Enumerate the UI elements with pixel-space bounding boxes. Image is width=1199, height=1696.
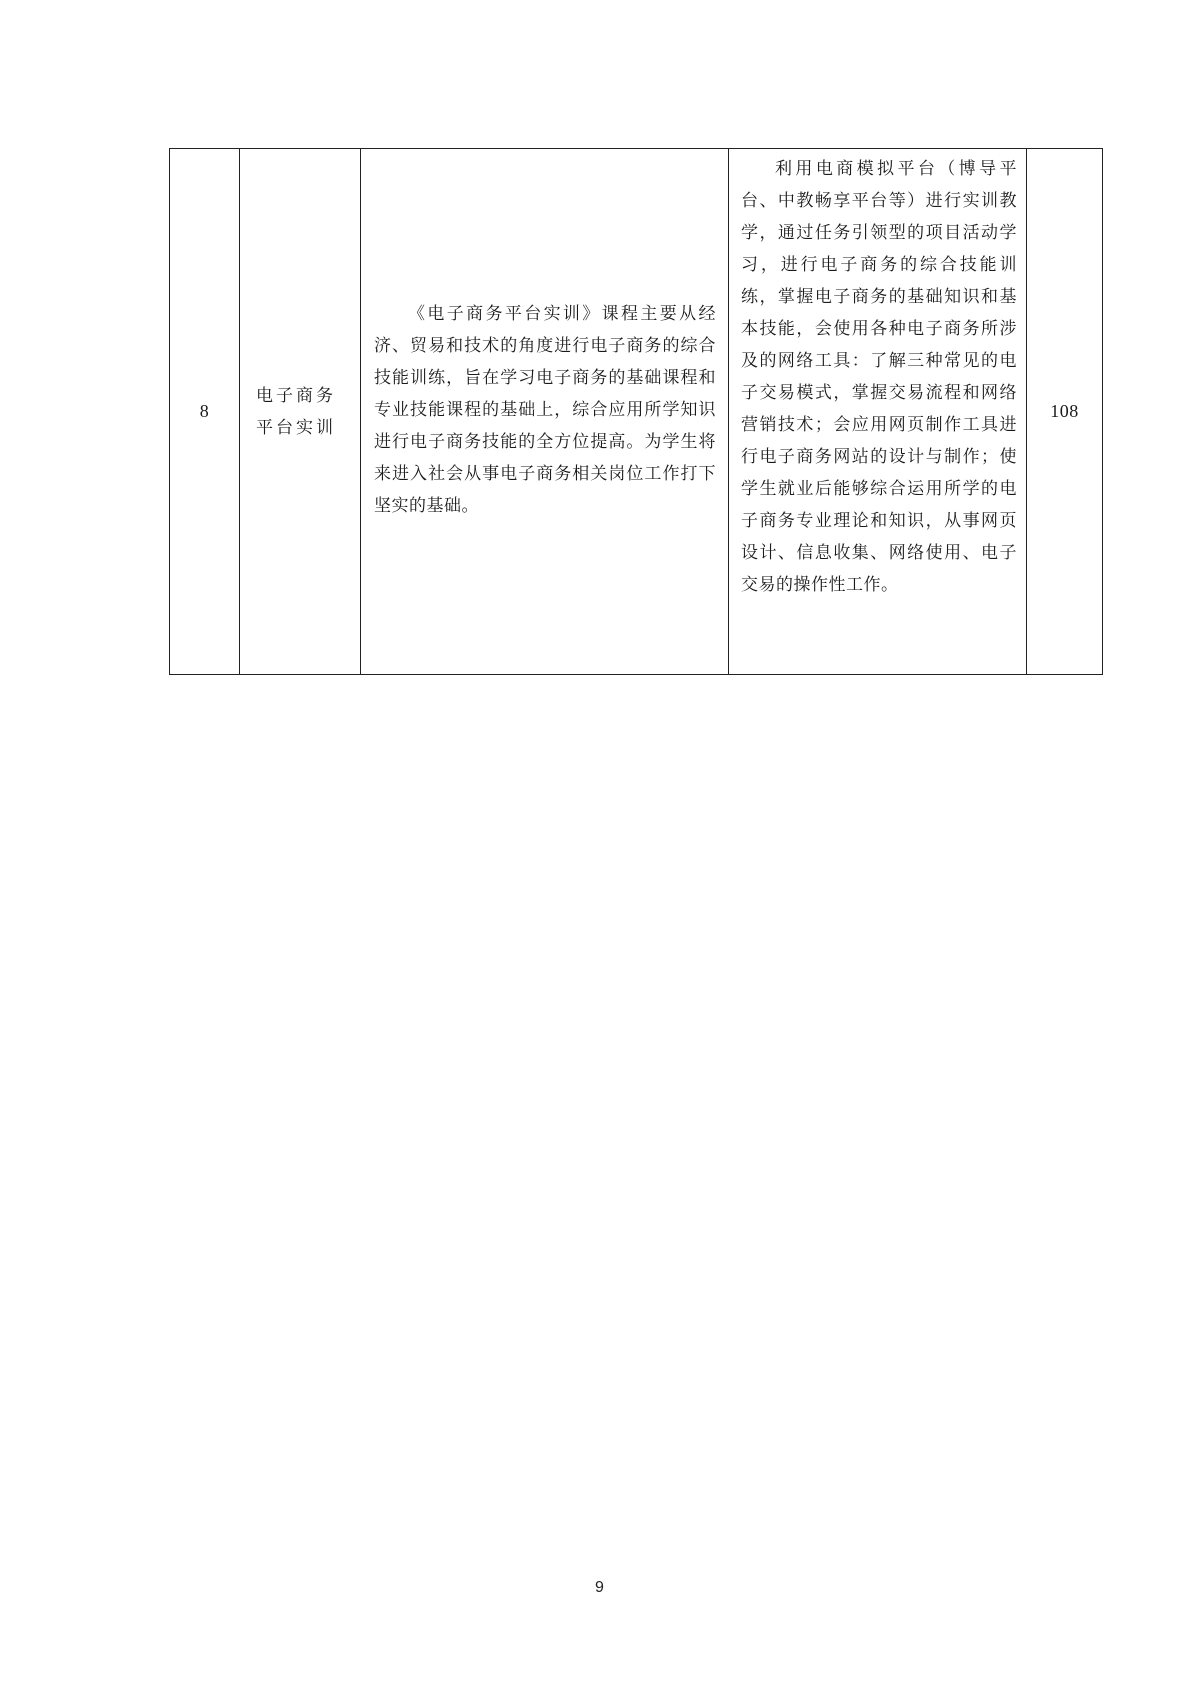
course-hours: 108 [1050, 400, 1079, 421]
course-requirements-cell [729, 149, 1027, 675]
course-hours-cell [1027, 149, 1103, 675]
page-number: 9 [595, 1579, 604, 1596]
course-number-cell [170, 149, 240, 675]
course-description-cell [361, 149, 729, 675]
course-name-cell [240, 149, 361, 675]
course-description: 《电子商务平台实训》课程主要从经济、贸易和技术的角度进行电子商务的综合技能训练，旨在学习电子商务的基础课程和专业技能课程的基础上，综合应用所学知识进行电子商务技能的全方位提高。为学生将来进入社会从事电子商务相关岗位工作打下坚实的基础。 [374, 304, 716, 516]
course-requirements: 利用电商模拟平台（博导平台、中教畅享平台等）进行实训教学，通过任务引领型的项目活动学习，进行电子商务的综合技能训练，掌握电子商务的基础知识和基本技能，会使用各种电子商务所涉及的网络工具：了解三种常见的电子交易模式，掌握交易流程和网络营销技术；会应用网页制作工具进行电子商务网站的设计与制作；使学生就业后能够综合运用所学的电子商务专业理论和知识，从事网页设计、信息收集、网络使用、电子交易的操作性工作。 [741, 159, 1017, 595]
course-number: 8 [199, 400, 210, 421]
table-row [170, 149, 1103, 675]
course-table [169, 148, 1103, 675]
course-name: 电子商务平台实训 [256, 385, 336, 438]
